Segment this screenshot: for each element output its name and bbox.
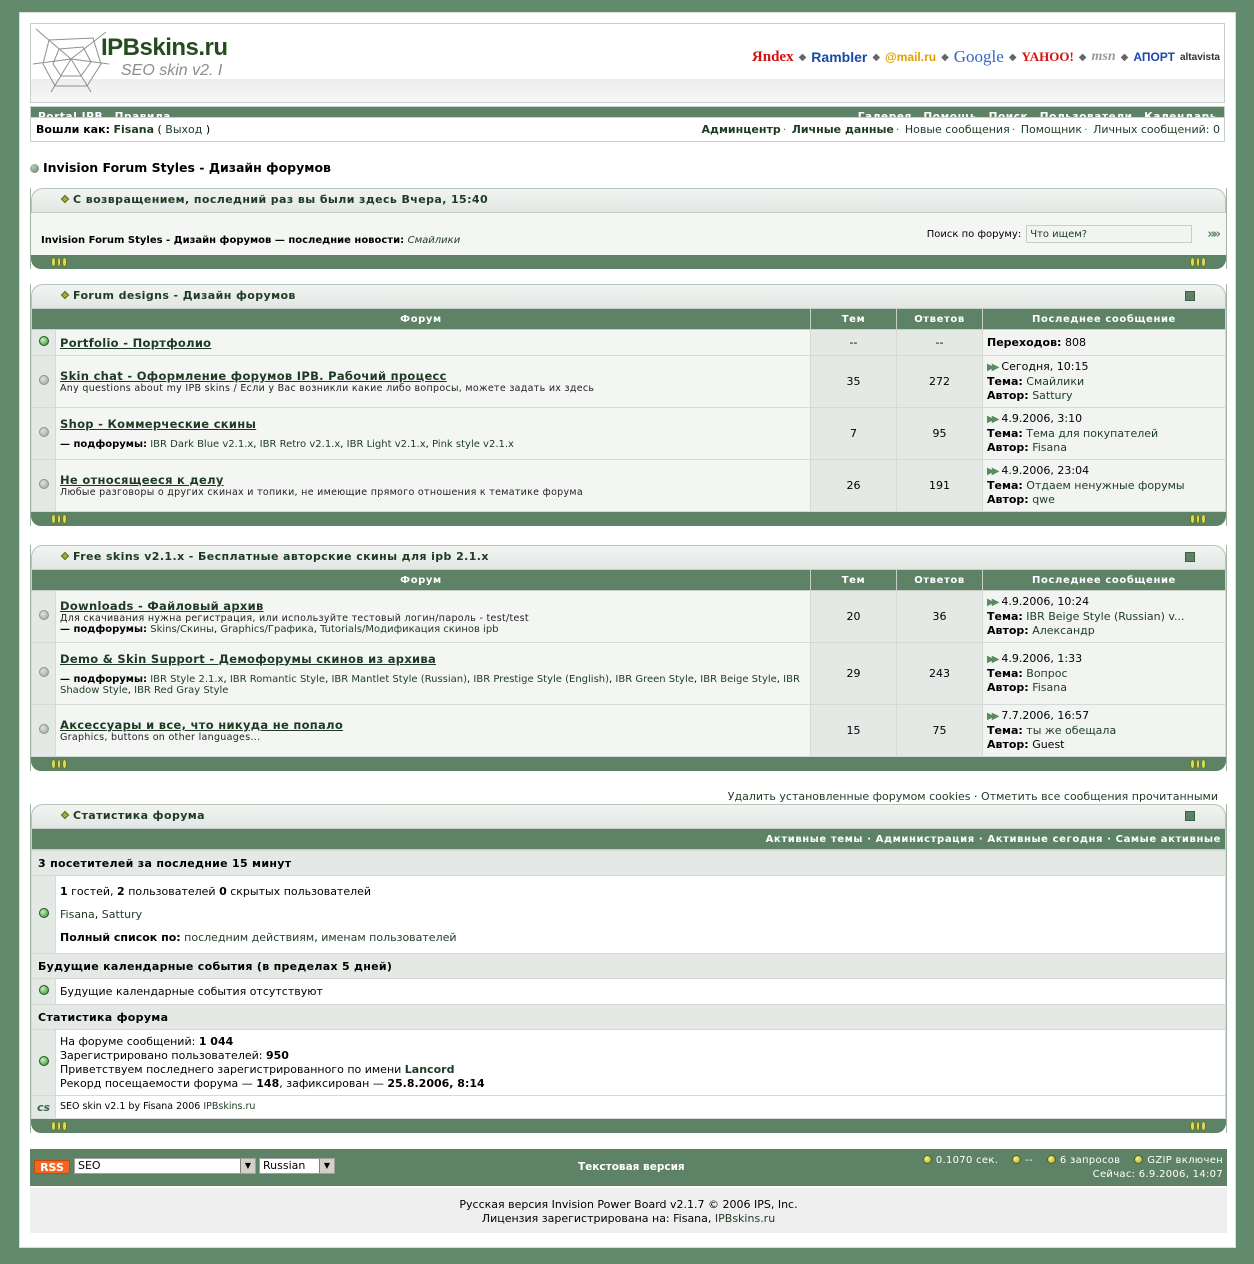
- redirects-count: 808: [1064, 335, 1086, 349]
- by-activity-link[interactable]: последним действиям: [184, 931, 315, 944]
- forum-link[interactable]: Shop - Коммерческие скины: [60, 417, 257, 431]
- registered-label: Зарегистрировано пользователей:: [60, 1048, 263, 1062]
- last-post-arrow-icon[interactable]: ▶▶: [987, 414, 997, 425]
- text-version-link[interactable]: Текстовая версия: [578, 1161, 685, 1173]
- license-line: Лицензия зарегистрирована на: Fisana,: [481, 1212, 712, 1225]
- rss-button[interactable]: RSS: [34, 1160, 70, 1174]
- author-label: Автор:: [987, 624, 1029, 637]
- forum-link[interactable]: Downloads - Файловый архив: [60, 598, 264, 613]
- block-footer: [31, 255, 1226, 269]
- decor-ends-icon: [1190, 257, 1206, 267]
- rambler-logo[interactable]: Rambler: [811, 49, 868, 65]
- site-logo-subtitle: SEO skin v2. I: [121, 62, 223, 79]
- col-replies: Ответов: [897, 570, 983, 591]
- server-load: --: [1025, 1155, 1033, 1166]
- decor-ends-icon: [1190, 514, 1206, 524]
- footer-bar: [30, 1149, 1227, 1186]
- logout-link[interactable]: Выход: [165, 123, 203, 136]
- last-post-arrow-icon[interactable]: ▶▶: [987, 654, 997, 665]
- subforum-link[interactable]: Graphics/Графика: [220, 623, 314, 635]
- timer-icon: [923, 1155, 932, 1164]
- load-icon: [1012, 1155, 1021, 1164]
- redirect-forum-icon: [39, 336, 49, 346]
- gzip-icon: [1134, 1155, 1143, 1164]
- replies-count: 191: [897, 460, 983, 512]
- record-mid: , зафиксирован —: [279, 1076, 384, 1090]
- admin-cp-link[interactable]: Админцентр: [701, 123, 781, 136]
- last-author-link[interactable]: Sattury: [1032, 389, 1073, 402]
- aport-logo[interactable]: АПОРТ: [1133, 50, 1175, 64]
- category-title[interactable]: Free skins v2.1.x - Бесплатные авторские скины для ipb 2.1.x: [73, 550, 489, 563]
- stats-links-bar: Активные темы · Администрация · Активные сегодня · Самые активные: [31, 828, 1226, 850]
- chevron-down-icon: ▼: [319, 1159, 334, 1173]
- server-info: [923, 1154, 1223, 1182]
- guests-count: 1: [60, 885, 68, 898]
- forum-row: [32, 356, 1226, 408]
- record-count: 148: [256, 1076, 280, 1090]
- last-post-date: 4.9.2006, 23:04: [1001, 464, 1090, 477]
- category-forum-designs: [30, 284, 1227, 526]
- topic-label: Тема:: [987, 375, 1023, 388]
- welcome-header: [31, 188, 1226, 212]
- decor-ends-icon: [1190, 759, 1206, 769]
- last-post-date: 4.9.2006, 3:10: [1001, 412, 1083, 425]
- forum-link[interactable]: Portfolio - Портфолио: [60, 335, 212, 350]
- forum-table: [31, 569, 1226, 757]
- calendar-header: Будущие календарные события (в пределах 5 дней): [32, 954, 1226, 979]
- subforums-label: — подфорумы:: [60, 623, 148, 635]
- by-name-link[interactable]: именам пользователей: [321, 931, 457, 944]
- category-title[interactable]: Forum designs - Дизайн форумов: [73, 289, 296, 302]
- subforums: — подфорумы: Skins/Скины, Graphics/Графика, Tutorials/Модификация скинов ipb: [60, 623, 499, 635]
- diamond-icon: [61, 195, 69, 203]
- full-list-label: Полный список по:: [60, 931, 181, 944]
- last-post-date: 4.9.2006, 10:24: [1001, 595, 1090, 608]
- topics-count: 29: [811, 643, 897, 705]
- topics-count: 26: [811, 460, 897, 512]
- no-new-posts-icon: [39, 610, 49, 620]
- forum-row: [32, 591, 1226, 643]
- online-header: 3 посетителей за последние 15 минут: [32, 851, 1226, 876]
- subforum-link[interactable]: IBR Prestige Style (English): [473, 673, 610, 685]
- current-time: Сейчас: 6.9.2006, 14:07: [1092, 1169, 1223, 1180]
- forum-link[interactable]: Demo & Skin Support - Демофорумы скинов из архива: [60, 651, 437, 666]
- collapse-icon[interactable]: [1185, 552, 1195, 562]
- search-go-icon[interactable]: »»: [1207, 226, 1218, 242]
- mark-all-read-link[interactable]: Отметить все сообщения прочитанными: [981, 790, 1218, 803]
- online-user-link[interactable]: Sattury: [101, 908, 143, 921]
- stats-icon: [39, 1056, 49, 1066]
- copyright-line: Русская версия Invision Power Board v2.1.7 © 2006 IPS, Inc.: [459, 1198, 798, 1211]
- subforum-link[interactable]: Tutorials/Модификация скинов ipb: [320, 623, 499, 635]
- topic-label: Тема:: [987, 427, 1023, 440]
- logged-in-label: Вошли как:: [36, 123, 110, 136]
- col-replies: Ответов: [897, 309, 983, 330]
- forum-search-label: Поиск по форуму:: [926, 228, 1022, 240]
- copyright: [30, 1188, 1227, 1233]
- license-link[interactable]: IPBskins.ru: [714, 1212, 776, 1225]
- welcome-title: С возвращением, последний раз вы были здесь Вчера, 15:40: [73, 193, 489, 206]
- subforum-link[interactable]: IBR Green Style: [615, 673, 694, 685]
- stats-table: 3 посетителей за последние 15 минут 1 гостей, 2 пользователей 0 скрытых пользователей Fisana, Sattury Полный список по: последним действиям, именам пользователей Будущие календарные события (в пределах 5 дней) Будущие календарные события отсутствуют Статистика форума На форуме сообщений: 1 044 Зарегистрировано пользователей: 950 Приветствуем последнего зарегистрированного по имени Lancord Рекорд посещаемости форума — 148, зафиксирован — 25.8.2006, 8:14 cs SEO skin v2.1 by Fisana 2006 IPBskins.ru: [31, 850, 1226, 1119]
- col-last-post: Последнее сообщение: [983, 309, 1226, 330]
- decor-ends-icon: [51, 759, 67, 769]
- category-free-skins: [30, 545, 1227, 771]
- skin-selected: SEO: [78, 1159, 101, 1172]
- top-posters-link[interactable]: Самые активные: [1115, 834, 1221, 845]
- posts-count: 1 044: [198, 1034, 234, 1048]
- collapse-icon[interactable]: [1185, 811, 1195, 821]
- subforum-link[interactable]: Pink style v2.1.x: [432, 439, 514, 450]
- topic-label: Тема:: [987, 479, 1023, 492]
- stats-title: Статистика форума: [73, 809, 206, 822]
- spiderweb-logo-icon: [31, 24, 111, 94]
- record-label: Рекорд посещаемости форума —: [60, 1076, 253, 1090]
- stats-header: [31, 804, 1226, 828]
- diamond-icon: [61, 811, 69, 819]
- subforum-link[interactable]: IBR Shadow Style: [60, 673, 800, 696]
- col-forum: Форум: [32, 309, 811, 330]
- guests-label: гостей,: [71, 885, 114, 898]
- last-post-date: Сегодня, 10:15: [1001, 360, 1089, 373]
- block-footer: [31, 1119, 1226, 1133]
- new-posts-link[interactable]: Новые сообщения: [904, 123, 1010, 136]
- forum-row: [32, 408, 1226, 460]
- news-link[interactable]: Смайлики: [407, 235, 461, 246]
- author-label: Автор:: [987, 441, 1029, 454]
- subforum-link[interactable]: IBR Dark Blue v2.1.x: [150, 439, 254, 450]
- skin-credit: SEO skin v2.1 by Fisana 2006: [60, 1101, 201, 1112]
- decor-ends-icon: [51, 1121, 67, 1131]
- staff-link[interactable]: Администрация: [875, 834, 975, 845]
- topics-count: 7: [811, 408, 897, 460]
- mailru-logo[interactable]: @mail.ru: [885, 50, 937, 64]
- yandex-logo[interactable]: Яndex: [751, 48, 794, 65]
- username-link[interactable]: Fisana: [113, 123, 154, 136]
- topics-count: 15: [811, 705, 897, 757]
- subforum-link[interactable]: IBR Retro v2.1.x: [259, 439, 341, 450]
- no-new-posts-icon: [39, 427, 49, 437]
- subforum-link[interactable]: IBR Style 2.1.x: [150, 673, 224, 685]
- user-bar: Вошли как: Fisana ( Выход ) Админцентр · Личные данные · Новые сообщения · Помощник · Личных сообщений: 0: [30, 117, 1225, 142]
- newest-member-link[interactable]: Lancord: [404, 1062, 455, 1076]
- forum-row: [32, 643, 1226, 705]
- last-topic-link[interactable]: Тема для покупателей: [1026, 427, 1159, 440]
- forum-link[interactable]: Skin chat - Оформление форумов IPB. Рабочий процесс: [60, 369, 447, 383]
- record-date: 25.8.2006, 8:14: [387, 1076, 485, 1090]
- forum-link[interactable]: Аксессуары и все, что никуда не попало: [60, 718, 344, 732]
- header: [30, 23, 1225, 103]
- registered-count: 950: [265, 1048, 289, 1062]
- replies-count: 243: [897, 643, 983, 705]
- last-topic-link[interactable]: IBR Beige Style (Russian) v...: [1026, 610, 1185, 623]
- active-topics-link[interactable]: Активные темы: [765, 834, 864, 845]
- col-forum: Форум: [32, 570, 811, 591]
- search-engine-logos: Яndex ◆ Rambler ◆ @mail.ru ◆ Google ◆ YAHOO! ◆ msn ◆ АПОРТ altavista: [751, 47, 1220, 66]
- yahoo-logo[interactable]: YAHOO!: [1021, 49, 1074, 64]
- author-label: Автор:: [987, 738, 1029, 751]
- diamond-icon: [61, 291, 69, 299]
- skin-credit-link[interactable]: IPBskins.ru: [203, 1101, 256, 1112]
- decor-ends-icon: [1190, 1121, 1206, 1131]
- topic-label: Тема:: [987, 610, 1023, 623]
- last-topic-link[interactable]: Вопрос: [1026, 667, 1068, 680]
- subforums-label: — подфорумы:: [60, 439, 148, 450]
- topic-label: Тема:: [987, 724, 1023, 737]
- decor-ends-icon: [51, 514, 67, 524]
- assistant-link[interactable]: Помощник: [1020, 123, 1083, 136]
- language-selected: Russian: [263, 1159, 306, 1172]
- forum-link[interactable]: Не относящееся к делу: [60, 473, 224, 487]
- last-post-arrow-icon[interactable]: ▶▶: [987, 711, 997, 722]
- inbox-link[interactable]: Личных сообщений: 0: [1093, 123, 1220, 136]
- forum-row: [32, 705, 1226, 757]
- no-new-posts-icon: [39, 479, 49, 489]
- replies-count: --: [897, 330, 983, 356]
- last-post-date: 4.9.2006, 1:33: [1001, 652, 1083, 665]
- decor-ends-icon: [51, 257, 67, 267]
- posts-label: На форуме сообщений:: [60, 1034, 196, 1048]
- forum-table: [31, 308, 1226, 512]
- skin-credit-icon: cs: [32, 1096, 56, 1119]
- my-controls-link[interactable]: Личные данные: [791, 123, 894, 136]
- bullet-icon: [30, 164, 39, 173]
- forum-description: Для скачивания нужна регистрация, или используйте тестовый логин/пароль - test/test: [60, 612, 529, 624]
- category-header: [31, 284, 1226, 308]
- author-label: Автор:: [987, 681, 1029, 694]
- topics-count: 20: [811, 591, 897, 643]
- skin-selector[interactable]: [74, 1158, 256, 1174]
- active-today-link[interactable]: Активные сегодня: [987, 834, 1104, 845]
- last-author-link[interactable]: qwe: [1032, 493, 1055, 506]
- last-post-arrow-icon[interactable]: ▶▶: [987, 362, 997, 373]
- last-topic-link[interactable]: Смайлики: [1026, 375, 1085, 388]
- news-label: Invision Forum Styles - Дизайн форумов — последние новости:: [41, 235, 405, 246]
- last-author-link[interactable]: Александр: [1032, 624, 1095, 637]
- subforum-link[interactable]: IBR Beige Style: [700, 673, 777, 685]
- msn-logo[interactable]: msn: [1091, 49, 1116, 64]
- last-post-date: 7.7.2006, 16:57: [1001, 709, 1090, 722]
- google-logo[interactable]: Google: [953, 47, 1004, 66]
- online-icon: [39, 908, 49, 918]
- last-topic-link[interactable]: Отдаем ненужные форумы: [1026, 479, 1185, 492]
- collapse-icon[interactable]: [1185, 291, 1195, 301]
- forum-search-input[interactable]: [1026, 225, 1192, 243]
- forum-stats-header: Статистика форума: [32, 1005, 1226, 1030]
- queries-count: 6: [1059, 1155, 1067, 1166]
- online-user-link[interactable]: Fisana: [60, 908, 95, 921]
- last-post-arrow-icon[interactable]: ▶▶: [987, 597, 997, 608]
- page: [19, 12, 1236, 1248]
- no-new-posts-icon: [39, 375, 49, 385]
- breadcrumb-title: Invision Forum Styles - Дизайн форумов: [43, 160, 331, 175]
- author-label: Автор:: [987, 389, 1029, 402]
- replies-count: 95: [897, 408, 983, 460]
- diamond-icon: [61, 552, 69, 560]
- topics-count: 35: [811, 356, 897, 408]
- redirects-label: Переходов:: [987, 335, 1062, 349]
- queries-link[interactable]: запросов: [1070, 1155, 1121, 1166]
- forum-description: Any questions about my IPB skins / Если у Вас возникли какие либо вопросы, можете задать их здесь: [60, 383, 595, 394]
- subforum-link[interactable]: IBR Mantlet Style (Russian): [331, 673, 468, 685]
- altavista-logo[interactable]: altavista: [1179, 51, 1220, 63]
- subforums-label: — подфорумы:: [60, 673, 148, 685]
- last-author-link[interactable]: Fisana: [1032, 681, 1067, 694]
- subforum-link[interactable]: IBR Light v2.1.x: [346, 439, 426, 450]
- category-header: [31, 545, 1226, 569]
- col-topics: Тем: [811, 309, 897, 330]
- calendar-text: Будущие календарные события отсутствуют: [56, 979, 1226, 1005]
- block-footer: [31, 757, 1226, 771]
- cookie-links: Удалить установленные форумом cookies · Отметить все сообщения прочитанными: [727, 790, 1218, 803]
- last-post-arrow-icon[interactable]: ▶▶: [987, 466, 997, 477]
- welcome-block: [30, 188, 1227, 269]
- replies-count: 75: [897, 705, 983, 757]
- gzip-status: GZIP включен: [1147, 1155, 1223, 1166]
- forum-description: Graphics, buttons on other languages...: [60, 732, 261, 743]
- breadcrumb: [30, 160, 331, 175]
- col-last-post: Последнее сообщение: [983, 570, 1226, 591]
- subforums: — подфорумы: IBR Dark Blue v2.1.x, IBR Retro v2.1.x, IBR Light v2.1.x, Pink style v2.1.x: [60, 439, 514, 450]
- subforum-link[interactable]: IBR Romantic Style: [229, 673, 326, 685]
- forum-row: [32, 460, 1226, 512]
- replies-count: 36: [897, 591, 983, 643]
- topic-label: Тема:: [987, 667, 1023, 680]
- last-topic-link[interactable]: ты же обещала: [1026, 724, 1117, 737]
- language-selector[interactable]: [259, 1158, 335, 1174]
- newest-member-label: Приветствуем последнего зарегистрированного по имени: [60, 1062, 402, 1076]
- col-topics: Тем: [811, 570, 897, 591]
- queries-icon: [1047, 1155, 1056, 1164]
- topics-count: --: [811, 330, 897, 356]
- exec-time: 0.1070 сек.: [935, 1155, 999, 1166]
- replies-count: 272: [897, 356, 983, 408]
- calendar-icon: [39, 985, 49, 995]
- delete-cookies-link[interactable]: Удалить установленные форумом cookies: [727, 790, 971, 803]
- last-author-guest: Guest: [1032, 738, 1065, 751]
- no-new-posts-icon: [39, 724, 49, 734]
- users-count: 2: [117, 885, 125, 898]
- subforum-link[interactable]: Skins/Скины: [150, 623, 215, 635]
- forum-description: Любые разговоры о других скинах и топики, не имеющие прямого отношения к тематике форума: [60, 487, 584, 498]
- author-label: Автор:: [987, 493, 1029, 506]
- block-footer: [31, 512, 1226, 526]
- chevron-down-icon: ▼: [240, 1159, 255, 1173]
- site-logo-title[interactable]: IPBskins.ru: [101, 34, 228, 61]
- forum-row: [32, 330, 1226, 356]
- last-author-link[interactable]: Fisana: [1032, 441, 1067, 454]
- no-new-posts-icon: [39, 667, 49, 677]
- stats-block: [30, 804, 1227, 1133]
- subforums: — подфорумы: IBR Style 2.1.x, IBR Romantic Style, IBR Mantlet Style (Russian), IBR Prestige Style (English), IBR Green Style, IBR Beige Style, IBR Shadow Style, IBR Red Gray Style: [60, 673, 800, 696]
- hidden-count: 0: [219, 885, 227, 898]
- subforum-link[interactable]: IBR Red Gray Style: [134, 684, 229, 696]
- hidden-label: скрытых пользователей: [230, 885, 372, 898]
- users-label: пользователей: [128, 885, 216, 898]
